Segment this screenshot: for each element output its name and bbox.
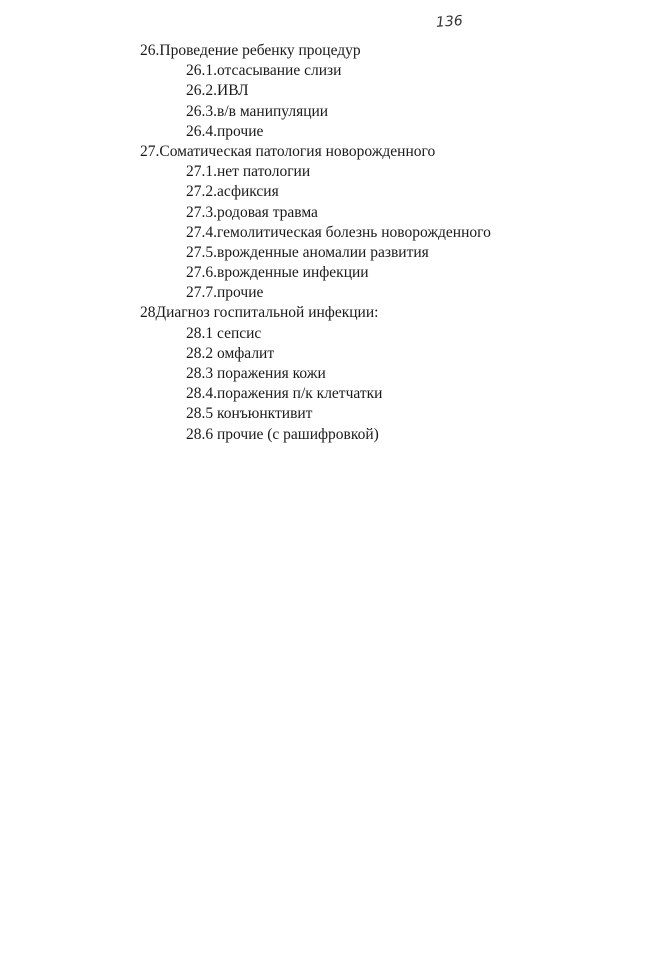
list-item: 28.1 сепсис: [186, 324, 262, 342]
list-item: 27.3.родовая травма: [186, 203, 318, 221]
list-item: 28.4.поражения п/к клетчатки: [186, 385, 383, 403]
list-item: 28.6 прочие (с рашифровкой): [186, 425, 379, 443]
list-item: 27.1.нет патологии: [186, 163, 311, 181]
list-item: 27.6.врожденные инфекции: [186, 264, 369, 282]
list-item: 26.1.отсасывание слизи: [186, 62, 342, 80]
list-item: 26.3.в/в манипуляции: [186, 102, 329, 120]
document-body: [0, 41, 661, 445]
list-item: 26.4.прочие: [186, 122, 264, 140]
list-item: 27.4.гемолитическая болезнь новорожденного: [186, 223, 491, 241]
section-heading-28: 28Диагноз госпитальной инфекции:: [140, 304, 379, 322]
list-item: 27.2.асфиксия: [186, 183, 279, 201]
list-item: 27.5.врожденные аномалии развития: [186, 243, 429, 261]
section-heading-27: 27.Соматическая патология новорожденного: [140, 142, 436, 160]
list-item: 28.3 поражения кожи: [186, 365, 326, 382]
handwritten-page-number: 136: [435, 13, 464, 31]
list-item: 27.7.прочие: [186, 284, 264, 302]
list-item: 28.5 конъюнктивит: [186, 405, 313, 423]
section-heading-26: 26.Проведение ребенку процедур: [140, 42, 361, 59]
list-item: 28.2 омфалит: [186, 344, 275, 362]
list-item: 26.2.ИВЛ: [186, 82, 249, 100]
